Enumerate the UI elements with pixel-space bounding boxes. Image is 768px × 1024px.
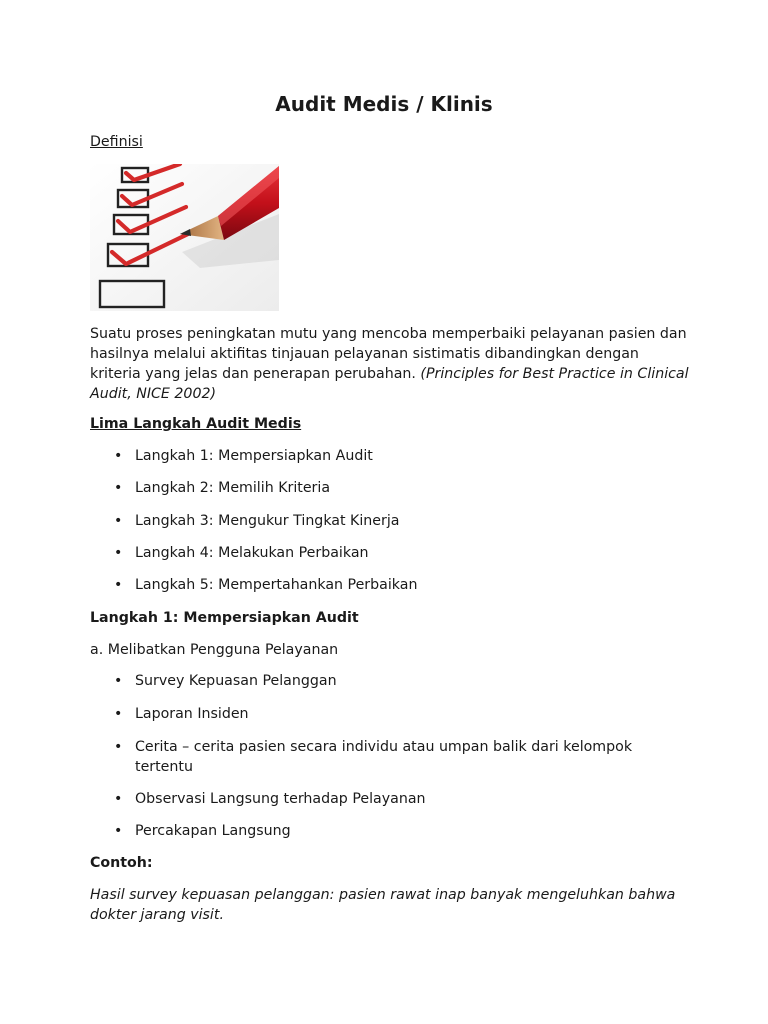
checklist-pencil-icon bbox=[90, 164, 279, 311]
bullet-icon: • bbox=[114, 513, 123, 529]
bullet-icon: • bbox=[114, 823, 123, 839]
document-page: Audit Medis / Klinis Definisi Suatu proses peningkatan mutu yang mencoba memperbaiki pelayanan pasien dan hasilnya melalui aktifitas tinjauan pelayanan sistimatis dibandingkan dengan kriteria yang jelas dan penerapan perubahan. (Principles for Best Practice in Clinical Audit, NICE 2002) Lima Langkah Audit Medis • Langkah 1: Mempersiapkan Audit • Langkah 2: Memilih Kriteria • Langkah 3: Mengukur Tingkat Kinerja • Langkah 4: Melakukan Perbaikan • Langkah 5: Mempertahankan Perbaikan Langkah 1: Mempersiapkan Audit a. Melibatkan Pengguna Pelayanan • Survey Kepuasan Pelanggan • Laporan Insiden • Cerita – cerita pasien secara individu atau umpan balik dari kelompok tertentu • Observasi Langsung terhadap Pelayanan • Percakapan Langsung Contoh: Hasil survey kepuasan pelanggan: pasien rawat inap banyak mengeluhkan bahwa dokter jarang visit. bbox=[0, 0, 768, 1024]
heading-definisi: Definisi bbox=[90, 134, 143, 150]
page-title: Audit Medis / Klinis bbox=[275, 92, 493, 116]
bullet-icon: • bbox=[114, 739, 123, 755]
definition-text: Suatu proses peningkatan mutu yang mencoba memperbaiki pelayanan pasien dan hasilnya melalui aktifitas tinjauan pelayanan sistimatis dibandingkan dengan kriteria yang jelas dan penerapan perubahan. bbox=[90, 326, 687, 382]
bullet-icon: • bbox=[114, 448, 123, 464]
bullet-icon: • bbox=[114, 577, 123, 593]
bullet-icon: • bbox=[114, 545, 123, 561]
bullet-icon: • bbox=[114, 673, 123, 689]
definition-citation: (Principles for Best Practice in Clinical Audit, NICE 2002) bbox=[90, 366, 689, 402]
heading-lima-langkah: Lima Langkah Audit Medis bbox=[90, 416, 302, 432]
heading-contoh: Contoh: bbox=[90, 855, 153, 871]
bullet-icon: • bbox=[114, 706, 123, 722]
bullet-icon: • bbox=[114, 791, 123, 807]
heading-langkah-1: Langkah 1: Mempersiapkan Audit bbox=[90, 610, 359, 626]
definition-paragraph bbox=[90, 324, 690, 404]
bullet-icon: • bbox=[114, 480, 123, 496]
checklist-pencil-image bbox=[90, 164, 279, 311]
contoh-text: Hasil survey kepuasan pelanggan: pasien rawat inap banyak mengeluhkan bahwa dokter jarang visit. bbox=[90, 887, 676, 923]
sub-heading-a: a. Melibatkan Pengguna Pelayanan bbox=[90, 642, 339, 658]
